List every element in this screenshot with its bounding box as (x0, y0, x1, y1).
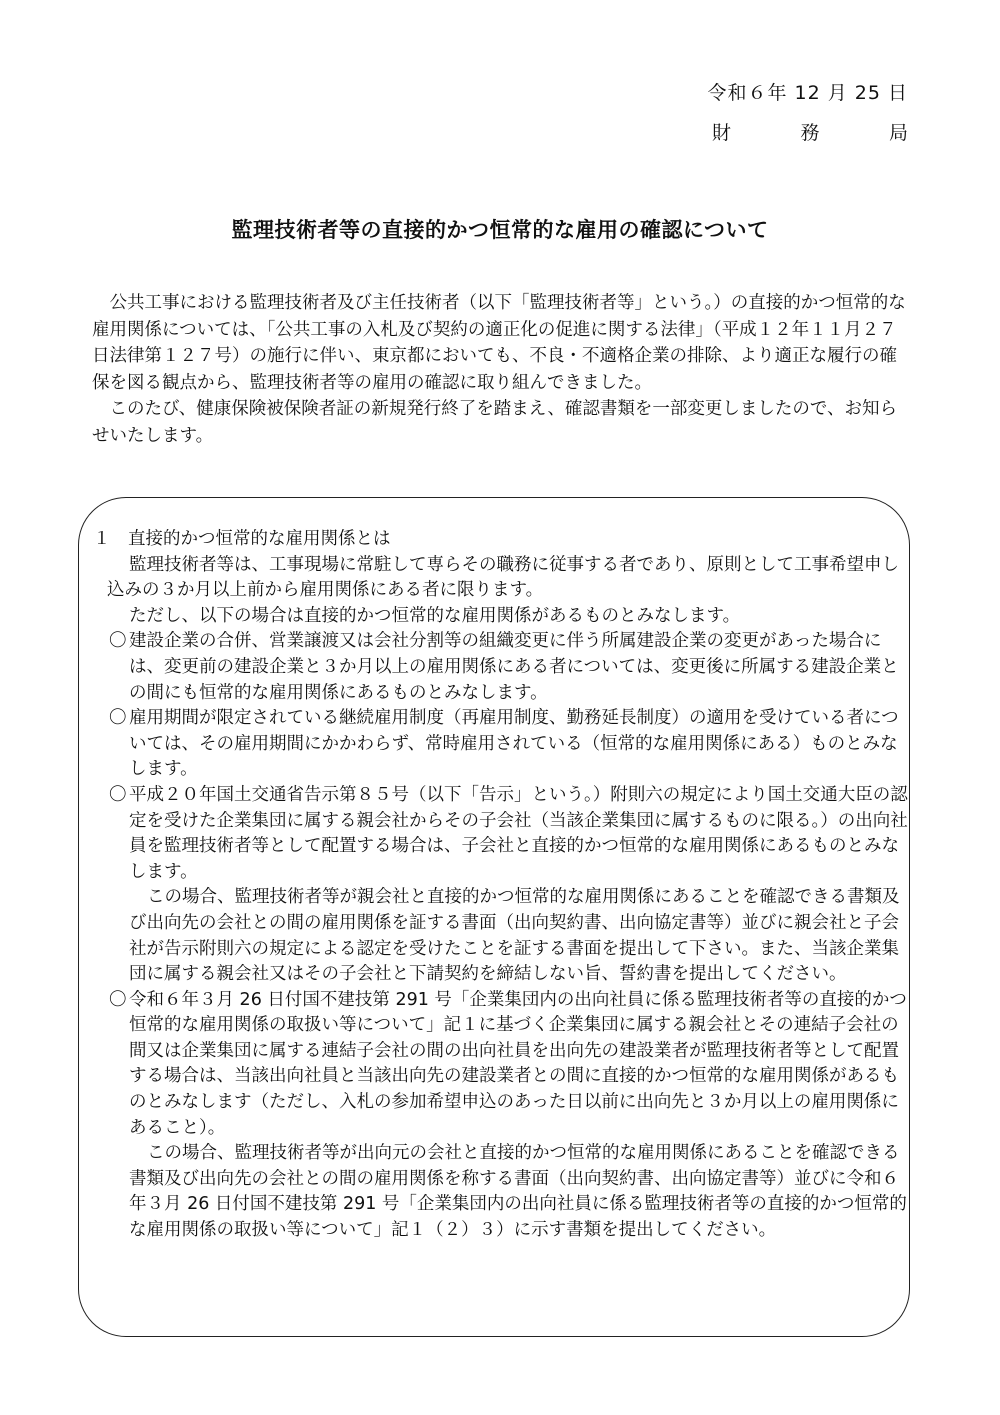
list-item-text: 建設企業の合併、営業譲渡又は会社分割等の組織変更に伴う所属建設企業の変更があった場合には、変更前の建設企業と３か月以上の雇用関係にある者については、変更後に所属する建設企業との間にも恒常的な雇用関係にあるものとみなします。 (129, 631, 899, 703)
section-title: １ 直接的かつ恒常的な雇用関係とは (93, 529, 391, 549)
body-paragraph: ただし、以下の場合は直接的かつ恒常的な雇用関係があるものとみなします。 (129, 605, 741, 626)
list-item (93, 706, 913, 783)
intro-paragraph: このたび、健康保険被保険者証の新規発行終了を踏まえ、確認書類を一部変更しましたので、お知らせいたします。 (92, 399, 897, 446)
list-item (93, 629, 913, 706)
dept-char: 財 (712, 122, 732, 144)
list-item (93, 988, 913, 1142)
circle-bullet: 〇 (109, 989, 127, 1010)
dept-char: 局 (888, 122, 908, 144)
list-item-text: 平成２０年国土交通省告示第８５号（以下「告示」という。）附則六の規定により国土交通大臣の認定を受けた企業集団に属する親会社からその子会社（当該企業集団に属するものに限る。）の出向社員を監理技術者等として配置する場合は、子会社と直接的かつ恒常的な雇用関係にあるものとみなします。 (129, 784, 908, 882)
issuing-department (712, 118, 908, 145)
dept-char: 務 (800, 122, 820, 144)
list-item-text: 令和６年３月 26 日付国不建技第 291 号「企業集団内の出向社員に係る監理技術者等の直接的かつ恒常的な雇用関係の取扱い等について」記１に基づく企業集団に属する親会社とその連結子会社の間又は企業集団に属する連結子会社の間の出向社員を出向先の建設業者が監理技術者等として配置する場合は、当該出向社員と当該出向先の建設業者との間に直接的かつ恒常的な雇用関係があるものとみなします（ただし、入札の参加希望申込のあった日以前に出向先と３か月以上の雇用関係にあること）。 (129, 989, 907, 1138)
intro-paragraph: 公共工事における監理技術者及び主任技術者（以下「監理技術者等」という。）の直接的かつ恒常的な雇用関係については、「公共工事の入札及び契約の適正化の促進に関する法律」（平成１２年１１月２７日法律第１２７号）の施行に伴い、東京都においても、不良・不適格企業の排除、より適正な履行の確保を図る観点から、監理技術者等の雇用の確認に取り組んできました。 (92, 293, 906, 393)
list-item (93, 783, 913, 885)
list-item-note: この場合、監理技術者等が出向元の会社と直接的かつ恒常的な雇用関係にあることを確認できる書類及び出向先の会社との間の雇用関係を称する書面（出向契約書、出向協定書等）並びに令和６年３月 26 日付国不建技第 291 号「企業集団内の出向社員に係る監理技術者等の直接的かつ恒常的な雇用関係の取扱い等について」記１（２）３）に示す書類を提出してください。 (129, 1143, 907, 1241)
list-item-text: 雇用期間が限定されている継続雇用制度（再雇用制度、勤務延長制度）の適用を受けている者については、その雇用期間にかかわらず、常時雇用されている（恒常的な雇用関係にある）ものとみなします。 (129, 708, 899, 780)
box-content (93, 527, 913, 1244)
document-title: 監理技術者等の直接的かつ恒常的な雇用の確認について (231, 218, 769, 242)
intro-section (92, 290, 912, 449)
body-paragraph: 監理技術者等は、工事現場に常駐して専らその職務に従事する者であり、原則として工事希望申し込みの３か月以上前から雇用関係にある者に限ります。 (107, 554, 899, 601)
list-item-note: この場合、監理技術者等が親会社と直接的かつ恒常的な雇用関係にあることを確認できる書類及び出向先の会社との間の雇用関係を証する書面（出向契約書、出向協定書等）並びに親会社と子会社が告示附則六の規定による認定を受けたことを証する書面を提出して下さい。また、当該企業集団に属する親会社又はその子会社と下請契約を締結しない旨、誓約書を提出してください。 (129, 887, 900, 985)
issue-date: 令和６年 12 月 25 日 (707, 82, 908, 104)
circle-bullet: 〇 (109, 708, 127, 729)
circle-bullet: 〇 (109, 784, 127, 805)
circle-bullet: 〇 (109, 631, 127, 652)
